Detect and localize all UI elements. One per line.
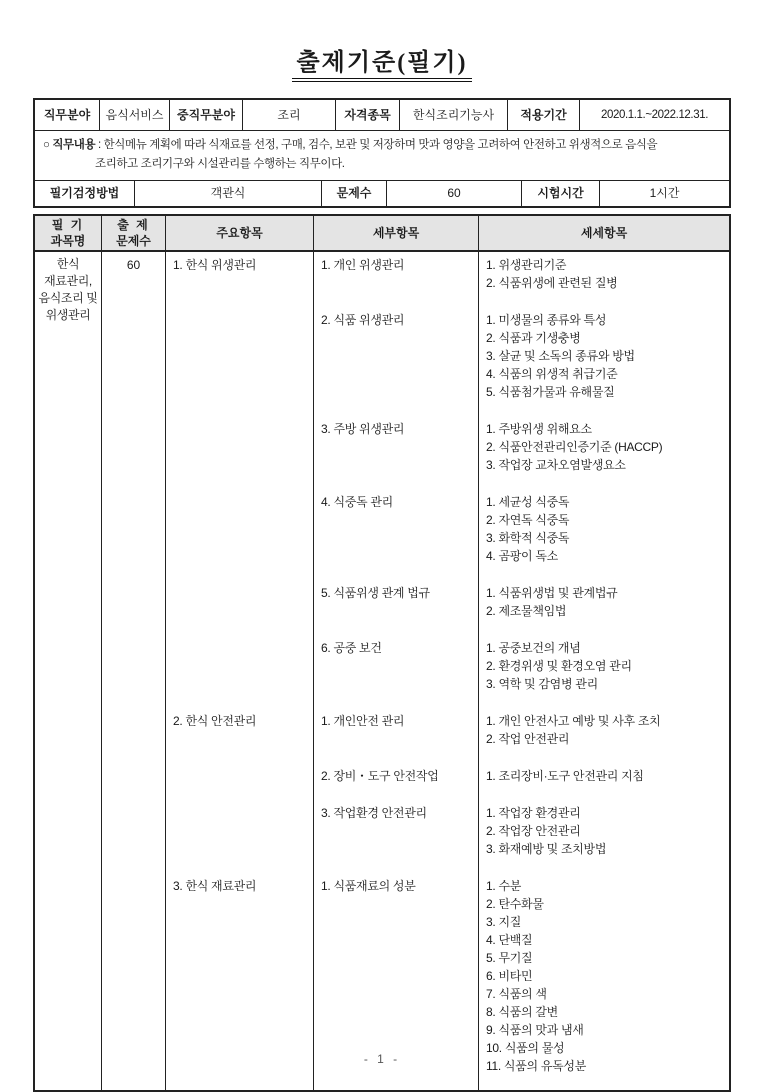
detail-item: 3. 살균 및 소독의 종류와 방법 <box>486 349 635 363</box>
sub-item-cell: 2. 장비・도구 안전작업 <box>314 763 479 800</box>
header-major-items: 주요항목 <box>166 216 314 250</box>
question-count-label: 문제수 <box>322 181 387 206</box>
major-item-cell <box>166 580 314 635</box>
detail-item: 2. 식품안전관리인증기준 (HACCP) <box>486 440 663 454</box>
major-item-cell <box>166 635 314 708</box>
detail-item: 5. 무기질 <box>486 951 533 965</box>
detail-item: 2. 식품위생에 관련된 질병 <box>486 276 618 290</box>
detail-item: 2. 식품과 기생충병 <box>486 331 581 345</box>
detail-item: 1. 작업장 환경관리 <box>486 806 581 820</box>
header-detail-items: 세세항목 <box>580 226 628 240</box>
subject-name-cell <box>35 252 102 1090</box>
duty-line-1 <box>43 136 721 155</box>
duty-label: 직무내용 <box>52 139 96 151</box>
detail-item: 2. 제조물책임법 <box>486 604 567 618</box>
detail-item: 1. 조리장비·도구 안전관리 지침 <box>486 769 644 783</box>
detail-item: 1. 수분 <box>486 879 522 893</box>
period-label: 적용기간 <box>508 100 580 130</box>
detail-item: 4. 곰팡이 독소 <box>486 549 558 563</box>
detail-item: 9. 식품의 맛과 냄새 <box>486 1023 584 1037</box>
major-item-cell: 1. 한식 위생관리 <box>166 252 314 307</box>
criteria-table-header <box>35 216 729 252</box>
detail-item: 2. 환경위생 및 환경오염 관리 <box>486 659 632 673</box>
detail-list-cell <box>479 252 729 307</box>
detail-item: 5. 식품첨가물과 유해물질 <box>486 385 615 399</box>
detail-list-cell <box>479 635 729 708</box>
period-value: 2020.1.1.~2022.12.31. <box>600 108 709 121</box>
detail-item: 1. 미생물의 종류와 특성 <box>486 313 607 327</box>
page-number: - 1 - <box>363 1052 401 1066</box>
sub-item-cell: 5. 식품위생 관계 법규 <box>314 580 479 635</box>
detail-item: 4. 단백질 <box>486 933 533 947</box>
detail-list-cell <box>479 307 729 416</box>
detail-list-cell <box>479 489 729 580</box>
subject-line: 음식조리 및 <box>38 291 98 305</box>
major-item-cell <box>166 489 314 580</box>
subject-line: 위생관리 <box>45 308 91 322</box>
sub-item-cell: 3. 주방 위생관리 <box>314 416 479 489</box>
duty-separator: : <box>95 139 104 151</box>
question-count-value: 60 <box>387 181 522 206</box>
major-item-cell <box>166 307 314 416</box>
detail-item: 1. 세균성 식중독 <box>486 495 570 509</box>
criteria-table <box>33 214 731 1092</box>
detail-item: 3. 화재예방 및 조치방법 <box>486 842 607 856</box>
header-question-count: 출 제 문제수 <box>102 216 166 250</box>
header-subject: 필 기 과목명 <box>35 216 102 250</box>
detail-item: 1. 개인 안전사고 예방 및 사후 조치 <box>486 714 661 728</box>
sub-item-cell: 3. 작업환경 안전관리 <box>314 800 479 873</box>
info-row-1 <box>35 100 729 131</box>
major-item-cell: 3. 한식 재료관리 <box>166 873 314 1090</box>
sub-item-cell: 4. 식중독 관리 <box>314 489 479 580</box>
duty-cell <box>35 131 729 180</box>
sub-item-cell: 1. 식품재료의 성분 <box>314 873 479 1090</box>
title-wrap <box>33 42 731 82</box>
detail-item: 3. 화학적 식중독 <box>486 531 570 545</box>
job-field-value: 음식서비스 <box>100 100 170 130</box>
duty-text-2: 조리하고 조리기구와 시설관리를 수행하는 직무이다. <box>95 158 345 170</box>
detail-list-cell <box>479 800 729 873</box>
detail-item: 6. 비타민 <box>486 969 533 983</box>
duty-text-1: 한식메뉴 계획에 따라 식재료를 선정, 구매, 검수, 보관 및 저장하며 맛과 영양을 고려하여 안전하고 위생적으로 음식을 <box>103 139 658 151</box>
header-sub-items: 세부항목 <box>314 216 479 250</box>
exam-time-label: 시험시간 <box>522 181 600 206</box>
exam-time-value: 1시간 <box>649 186 680 200</box>
sub-item-cell: 1. 개인안전 관리 <box>314 708 479 763</box>
question-count-cell: 60 <box>102 252 166 1090</box>
mid-field-label: 중직무분야 <box>170 100 243 130</box>
mid-field-value: 조리 <box>243 100 336 130</box>
method-value: 객관식 <box>135 181 322 206</box>
detail-item: 8. 식품의 갈변 <box>486 1005 558 1019</box>
major-item-cell: 2. 한식 안전관리 <box>166 708 314 763</box>
detail-item: 3. 지질 <box>486 915 522 929</box>
info-row-duty <box>35 131 729 181</box>
page-title: 출제기준(필기) <box>292 42 471 82</box>
sub-item-cell: 1. 개인 위생관리 <box>314 252 479 307</box>
detail-item: 3. 역학 및 감염병 관리 <box>486 677 598 691</box>
detail-item: 1. 공중보건의 개념 <box>486 641 581 655</box>
detail-item: 10. 식품의 물성 <box>486 1041 565 1055</box>
cert-value: 한식조리기능사 <box>400 100 508 130</box>
detail-list-cell <box>479 708 729 763</box>
detail-item: 2. 자연독 식중독 <box>486 513 570 527</box>
method-label: 필기검정방법 <box>35 181 135 206</box>
detail-item: 2. 탄수화물 <box>486 897 544 911</box>
sub-item-cell: 6. 공중 보건 <box>314 635 479 708</box>
detail-item: 3. 작업장 교차오염발생요소 <box>486 458 626 472</box>
detail-list-cell <box>479 763 729 800</box>
detail-item: 7. 식품의 색 <box>486 987 547 1001</box>
criteria-table-body <box>35 252 729 1090</box>
duty-prefix: ○ <box>43 139 53 151</box>
info-table <box>33 98 731 208</box>
detail-item: 1. 주방위생 위해요소 <box>486 422 592 436</box>
detail-item: 4. 식품의 위생적 취급기준 <box>486 367 618 381</box>
detail-list-cell <box>479 580 729 635</box>
cert-label: 자격종목 <box>336 100 400 130</box>
detail-item: 2. 작업장 안전관리 <box>486 824 581 838</box>
major-item-cell <box>166 416 314 489</box>
major-item-cell <box>166 763 314 800</box>
detail-item: 1. 식품위생법 및 관계법규 <box>486 586 618 600</box>
detail-item: 11. 식품의 유독성분 <box>486 1059 587 1073</box>
info-row-3 <box>35 181 729 206</box>
detail-item: 1. 위생관리기준 <box>486 258 567 272</box>
subject-line: 한식 <box>56 257 80 271</box>
detail-item: 2. 작업 안전관리 <box>486 732 570 746</box>
detail-list-cell <box>479 416 729 489</box>
major-item-cell <box>166 800 314 873</box>
job-field-label: 직무분야 <box>35 100 100 130</box>
sub-item-cell: 2. 식품 위생관리 <box>314 307 479 416</box>
subject-line: 재료관리, <box>44 274 92 288</box>
